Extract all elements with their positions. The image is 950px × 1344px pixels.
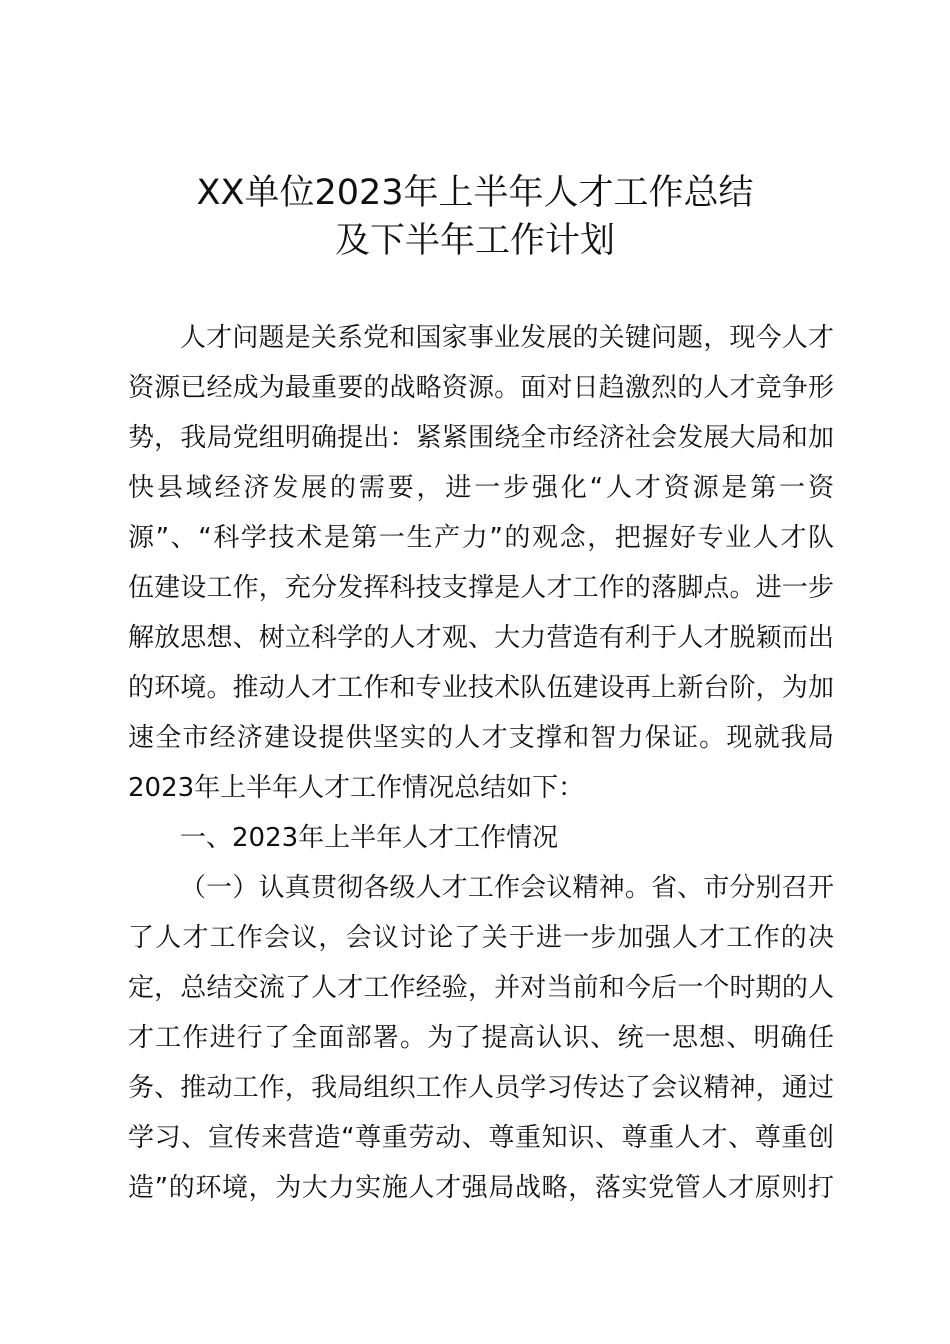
paragraph-line: 人才问题是关系党和国家事业发展的关键问题，现今人才 — [180, 323, 834, 353]
paragraph-line: （一）认真贯彻各级人才工作会议精神。省、市分别召开 — [180, 873, 834, 903]
paragraph-line: 速全市经济建设提供坚实的人才支撑和智力保证。现就我局 — [128, 723, 834, 753]
paragraph-line: 的环境。推动人才工作和专业技术队伍建设再上新台阶，为加 — [128, 673, 834, 703]
paragraph-line: 学习、宣传来营造“尊重劳动、尊重知识、尊重人才、尊重创 — [128, 1123, 834, 1153]
document-title-line-1: XX单位2023年上半年人才工作总结 — [196, 173, 754, 213]
paragraph-line: 务、推动工作，我局组织工作人员学习传达了会议精神，通过 — [128, 1073, 834, 1103]
paragraph-line: 造”的环境，为大力实施人才强局战略，落实党管人才原则打 — [128, 1173, 834, 1203]
paragraph-line: 伍建设工作，充分发挥科技支撑是人才工作的落脚点。进一步 — [128, 573, 834, 603]
paragraph-line: 2023年上半年人才工作情况总结如下： — [128, 773, 585, 803]
paragraph-line: 快县域经济发展的需要，进一步强化“人才资源是第一资 — [128, 473, 834, 503]
paragraph-line: 了人才工作会议，会议讨论了关于进一步加强人才工作的决 — [128, 923, 834, 953]
document-title-line-2: 及下半年工作计划 — [334, 221, 615, 261]
paragraph-line: 源”、“科学技术是第一生产力”的观念，把握好专业人才队 — [128, 523, 834, 553]
paragraph-line: 资源已经成为最重要的战略资源。面对日趋激烈的人才竞争形 — [128, 373, 834, 403]
paragraph-line: 势，我局党组明确提出：紧紧围绕全市经济社会发展大局和加 — [128, 423, 834, 453]
section-heading: 一、2023年上半年人才工作情况 — [180, 823, 559, 853]
paragraph-line: 定，总结交流了人才工作经验，并对当前和今后一个时期的人 — [128, 973, 834, 1003]
paragraph-line: 才工作进行了全面部署。为了提高认识、统一思想、明确任 — [128, 1023, 834, 1053]
paragraph-line: 解放思想、树立科学的人才观、大力营造有利于人才脱颖而出 — [128, 623, 834, 653]
